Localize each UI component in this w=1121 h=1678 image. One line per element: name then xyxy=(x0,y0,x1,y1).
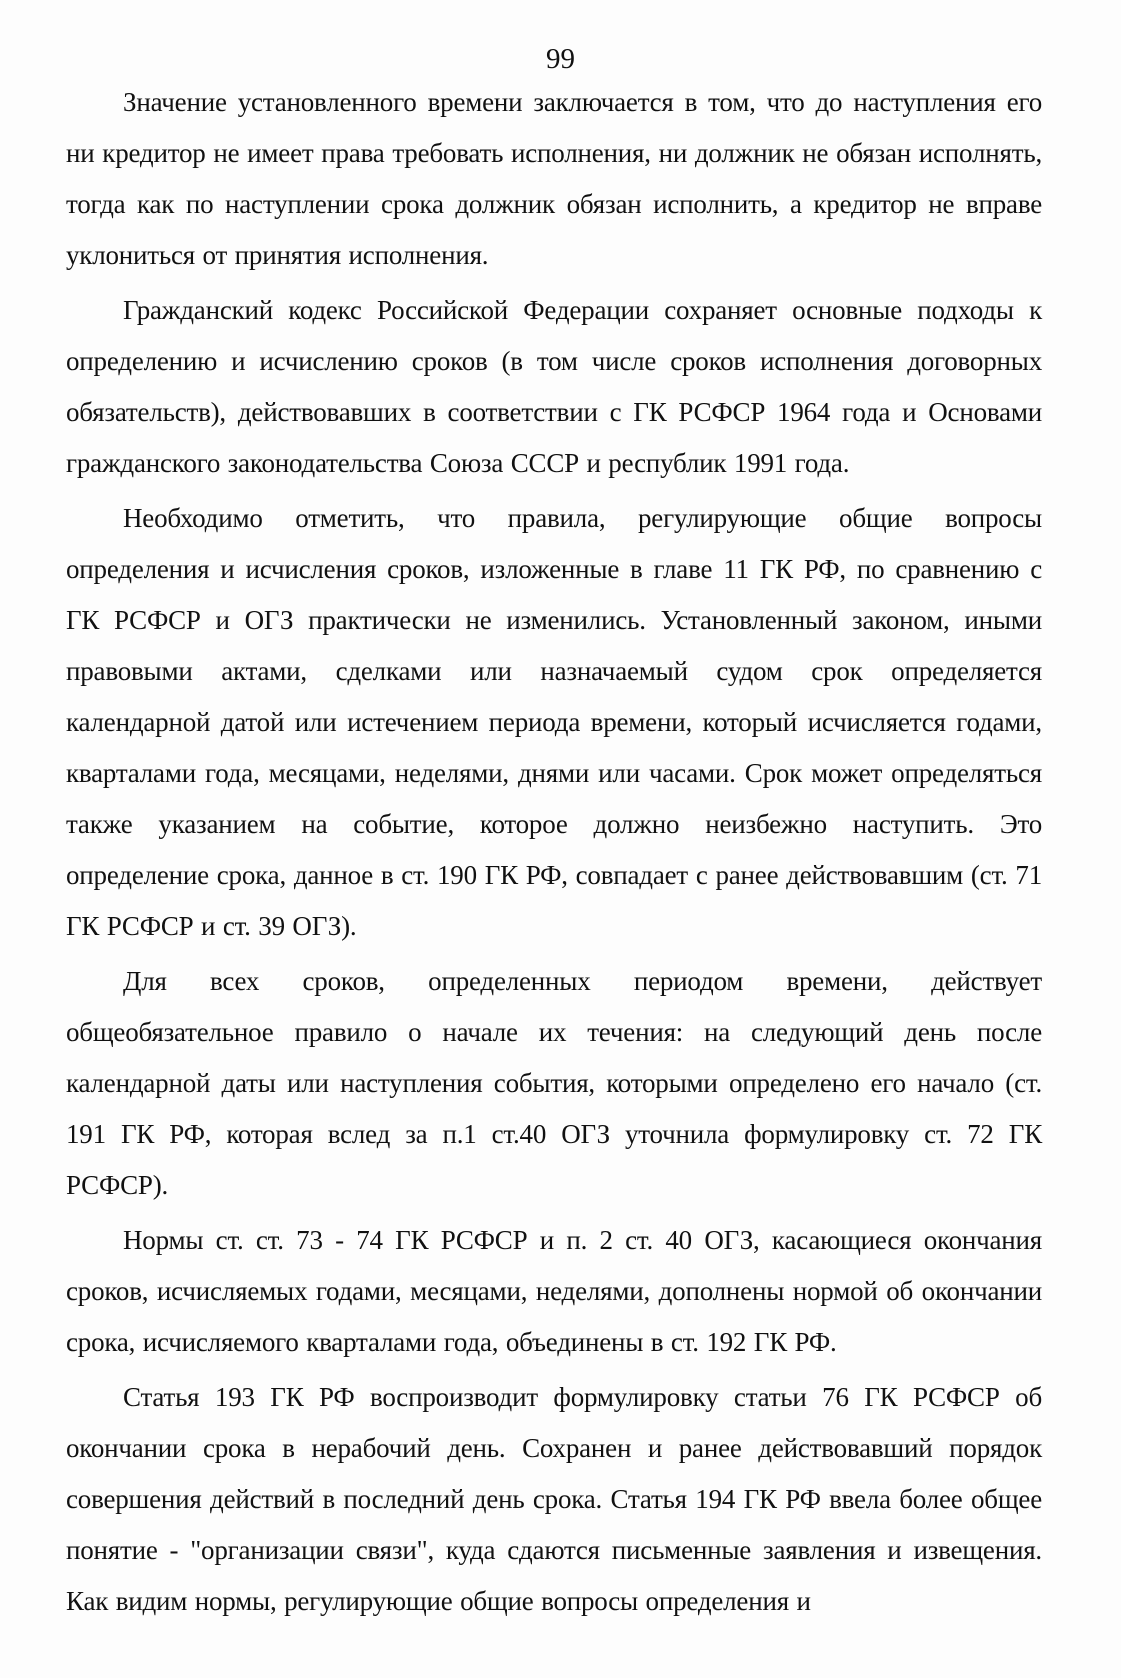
paragraph: Значение установленного времени заключается в том, что до наступления его ни кредитор не имеет права требовать исполнения, ни должник не обязан исполнять, тогда как по наступлении срока должник обязан исполнить, а кредитор не вправе уклониться от принятия исполнения. xyxy=(66,87,1042,270)
body-text xyxy=(66,77,1042,1627)
paragraph: Нормы ст. ст. 73 - 74 ГК РСФСР и п. 2 ст. 40 ОГЗ, касающиеся окончания сроков, исчисляемых годами, месяцами, неделями, дополнены нормой об окончании срока, исчисляемого кварталами года, объединены в ст. 192 ГК РФ. xyxy=(66,1225,1042,1357)
paragraph: Статья 193 ГК РФ воспроизводит формулировку статьи 76 ГК РСФСР об окончании срока в нерабочий день. Сохранен и ранее действовавший порядок совершения действий в последний день срока. Статья 194 ГК РФ ввела более общее понятие - "организации связи", куда сдаются письменные заявления и извещения. Как видим нормы, регулирующие общие вопросы определения и xyxy=(66,1382,1042,1616)
paragraph: Для всех сроков, определенных периодом времени, действует общеобязательное правило о начале их течения: на следующий день после календарной даты или наступления события, которыми определено его начало (ст. 191 ГК РФ, которая вслед за п.1 ст.40 ОГЗ уточнила формулировку ст. 72 ГК РСФСР). xyxy=(66,966,1042,1200)
paragraph: Необходимо отметить, что правила, регулирующие общие вопросы определения и исчисления сроков, изложенные в главе 11 ГК РФ, по сравнению с ГК РСФСР и ОГЗ практически не изменились. Установленный законом, иными правовыми актами, сделками или назначаемый судом срок определяется календарной датой или истечением периода времени, который исчисляется годами, кварталами года, месяцами, неделями, днями или часами. Срок может определяться также указанием на событие, которое должно неизбежно наступить. Это определение срока, данное в ст. 190 ГК РФ, совпадает с ранее действовавшим (ст. 71 ГК РСФСР и ст. 39 ОГЗ). xyxy=(66,503,1042,941)
page-number: 99 xyxy=(546,43,575,75)
paragraph: Гражданский кодекс Российской Федерации сохраняет основные подходы к определению и исчислению сроков (в том числе сроков исполнения договорных обязательств), действовавших в соответствии с ГК РСФСР 1964 года и Основами гражданского законодательства Союза СССР и республик 1991 года. xyxy=(66,295,1042,478)
